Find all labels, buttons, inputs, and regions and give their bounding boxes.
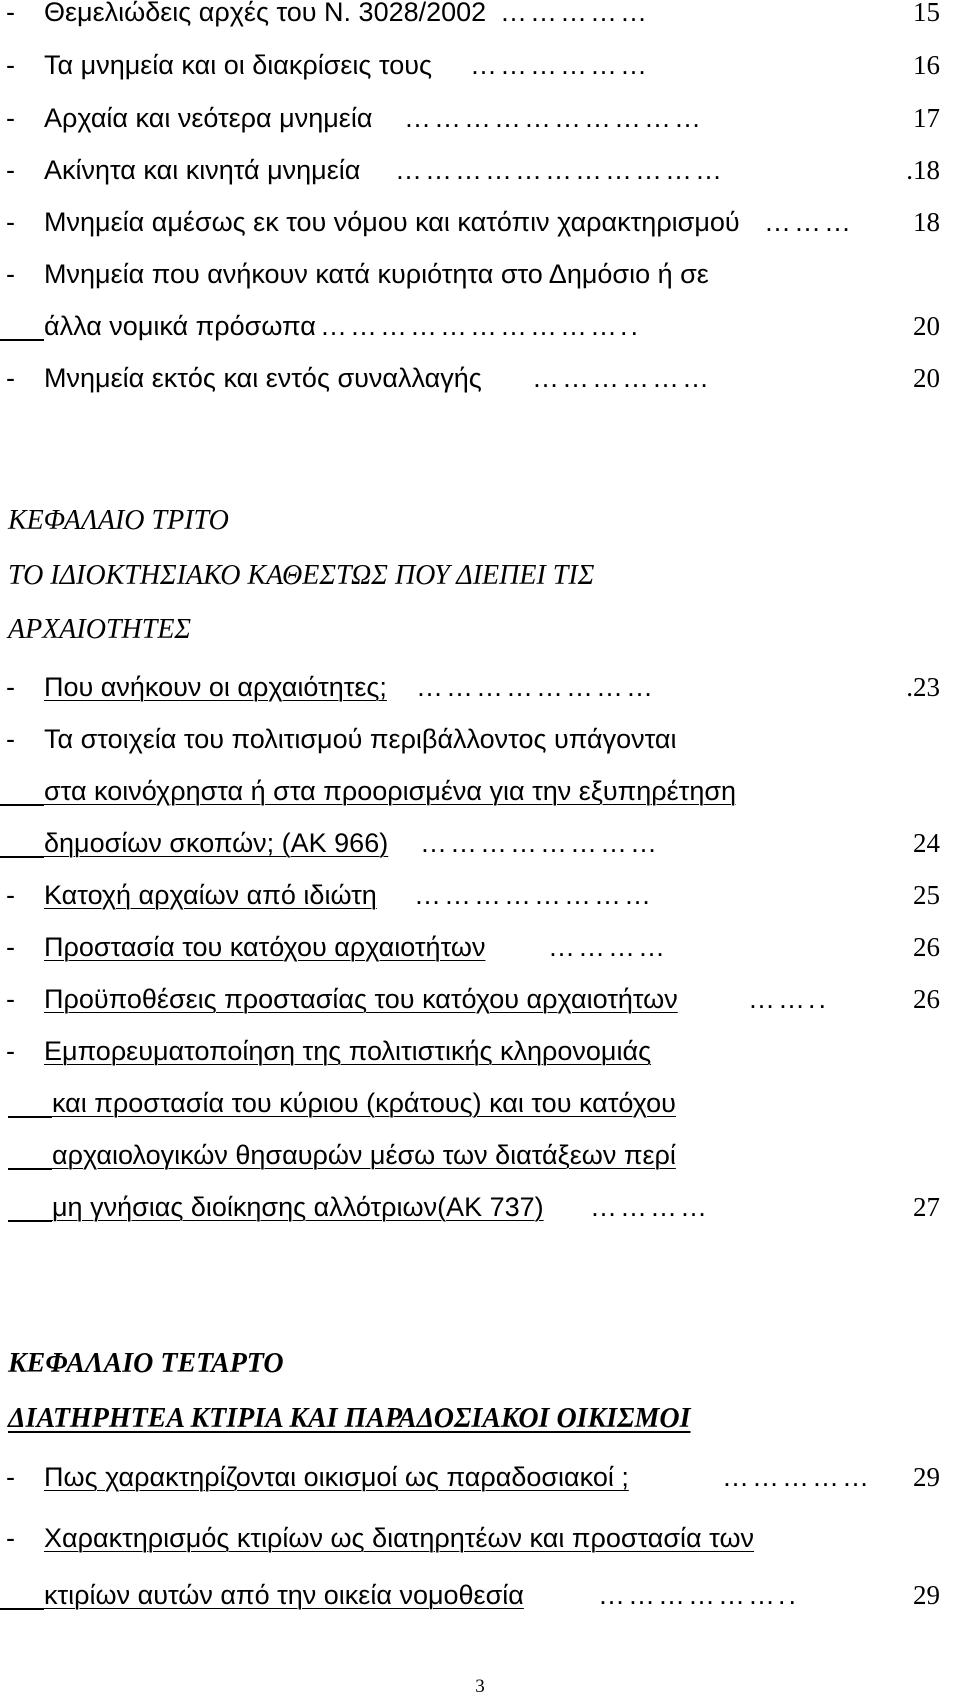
toc-leader: ……………… [532,363,712,393]
toc-entry: - Τα στοιχεία του πολιτισμού περιβάλλοντος υπάγονται [0,717,952,761]
indent-underline [0,804,44,806]
toc-entry: - Τα μνημεία και οι διακρίσεις τους ……………… 16 [0,43,952,87]
toc-entry-text: και προστασία του κύριου (κράτους) και του κατόχου [52,1088,676,1118]
toc-entry: - Προϋποθέσεις προστασίας του κατόχου αρχαιοτήτων …….. 26 [0,977,952,1021]
toc-page-number: 15 [913,0,940,27]
toc-entry: - Μνημεία αμέσως εκ του νόμου και κατόπιν χαρακτηρισμού ……… 18 [0,200,952,244]
toc-entry-continuation [0,821,952,865]
toc-entry: - Κατοχή αρχαίων από ιδιώτη …………………… 25 [0,873,952,917]
toc-entry: - Ακίνητα και κινητά μνημεία …………………………… .18 [0,148,952,192]
toc-page-number: 27 [913,1192,940,1222]
indent-underline [0,339,44,341]
toc-leader: ………………………….. [320,311,642,341]
toc-entry: - Θεμελιώδεις αρχές του Ν. 3028/2002 …………… 15 [0,0,952,34]
toc-entry: - Εμπορευματοποίηση της πολιτιστικής κληρονομιάς [0,1029,952,1073]
toc-leader: ………… [590,1192,710,1222]
toc-page-number: .18 [906,155,940,185]
toc-entry: - Που ανήκουν οι αρχαιότητες; …………………… .23 [0,665,952,709]
toc-page-number: .23 [906,672,940,702]
toc-leader: ……………… [470,50,650,80]
toc-entry-text: Χαρακτηρισμός κτιρίων ως διατηρητέων και προστασία των [44,1523,755,1553]
indent-underline [8,1168,52,1170]
toc-entry-text: Προϋποθέσεις προστασίας του κατόχου αρχαιοτήτων [44,984,678,1014]
chapter-subtitle: ΔΙΑΤΗΡΗΤΕΑ ΚΤΙΡΙΑ ΚΑΙ ΠΑΡΑΔΟΣΙΑΚΟΙ ΟΙΚΙΣΜΟΙ [8,1403,691,1434]
indent-underline [0,1608,44,1610]
indent-underline [8,1116,52,1118]
indent-underline [0,856,44,858]
toc-entry-text: Αρχαία και νεότερα μνημεία [44,103,373,133]
toc-entry-continuation [0,769,952,813]
toc-page-number: 17 [913,103,940,133]
toc-entry-text: Προστασία του κατόχου αρχαιοτήτων [44,932,486,962]
toc-leader: …….. [748,984,830,1014]
toc-leader: …………………………… [395,155,725,185]
toc-page-number: 25 [913,880,940,910]
toc-entry-text: στα κοινόχρηστα ή στα προορισμένα για την εξυπηρέτηση [44,776,737,806]
toc-entry-continuation [0,304,952,348]
toc-entry-continuation [0,1081,952,1125]
toc-page-number: 16 [913,50,940,80]
toc-page-number: 29 [913,1580,940,1610]
toc-entry-text: κτιρίων αυτών από την οικεία νομοθεσία [44,1580,524,1610]
toc-entry-text: Μνημεία εκτός και εντός συναλλαγής [44,363,482,393]
toc-leader: ………………………… [404,103,704,133]
toc-page-number: 29 [913,1462,940,1492]
chapter-title: ΚΕΦΑΛΑΙΟ ΤΡΙΤΟ [8,505,229,536]
toc-entry: - Προστασία του κατόχου αρχαιοτήτων ………… 26 [0,925,952,969]
toc-leader: …………………… [416,672,656,702]
toc-entry: - Μνημεία εκτός και εντός συναλλαγής ……………… 20 [0,356,952,400]
toc-entry-continuation [0,1185,952,1229]
toc-entry-text: αρχαιολογικών θησαυρών μέσω των διατάξεων περί [52,1140,676,1170]
indent-underline [8,1220,52,1222]
toc-entry-continuation [0,1133,952,1177]
toc-entry-text: Μνημεία αμέσως εκ του νόμου και κατόπιν χαρακτηρισμού [44,207,740,237]
toc-entry-text: Μνημεία που ανήκουν κατά κυριότητα στο Δημόσιο ή σε [44,259,709,289]
toc-entry-text: μη γνήσιας διοίκησης αλλότριων(ΑΚ 737) [52,1192,544,1222]
toc-leader: ……… [764,207,854,237]
toc-entry-text: άλλα νομικά πρόσωπα [44,311,316,341]
toc-entry: - Αρχαία και νεότερα μνημεία ………………………… 17 [0,96,952,140]
toc-entry-text: δημοσίων σκοπών; (ΑΚ 966) [44,828,389,858]
chapter-subtitle: ΑΡΧΑΙΟΤΗΤΕΣ [8,614,192,645]
toc-entry-text: Τα μνημεία και οι διακρίσεις τους [44,50,432,80]
toc-entry-text: Θεμελιώδεις αρχές του Ν. 3028/2002 [44,0,487,27]
toc-page-number: 20 [913,311,940,341]
toc-entry: - Πως χαρακτηρίζονται οικισμοί ως παραδοσιακοί ; …………… 29 [0,1455,952,1499]
toc-entry-text: Που ανήκουν οι αρχαιότητες; [44,672,387,702]
chapter-subtitle: ΤΟ ΙΔΙΟΚΤΗΣΙΑΚΟ ΚΑΘΕΣΤΩΣ ΠΟΥ ΔΙΕΠΕΙ ΤΙΣ [8,560,595,591]
toc-leader: …………………… [414,880,654,910]
toc-page-number: 26 [913,932,940,962]
toc-entry-continuation [0,1573,952,1617]
toc-leader: …………… [500,0,650,27]
toc-entry-text: Κατοχή αρχαίων από ιδιώτη [44,880,377,910]
toc-entry-text: Τα στοιχεία του πολιτισμού περιβάλλοντος υπάγονται [44,724,677,754]
toc-page-number: 18 [913,207,940,237]
toc-page-number: 20 [913,363,940,393]
toc-page-number: 26 [913,984,940,1014]
chapter-title: ΚΕΦΑΛΑΙΟ ΤΕΤΑΡΤΟ [8,1348,284,1379]
toc-entry: - Χαρακτηρισμός κτιρίων ως διατηρητέων και προστασία των [0,1516,952,1560]
toc-leader: ……………….. [598,1580,800,1610]
toc-entry-text: Εμπορευματοποίηση της πολιτιστικής κληρονομιάς [44,1036,652,1066]
toc-leader: …………………… [420,828,660,858]
toc-entry: - Μνημεία που ανήκουν κατά κυριότητα στο Δημόσιο ή σε [0,252,952,296]
toc-entry-text: Πως χαρακτηρίζονται οικισμοί ως παραδοσιακοί ; [44,1462,629,1492]
toc-page-number: 24 [913,828,940,858]
toc-leader: …………… [722,1462,872,1492]
toc-leader: ………… [548,932,668,962]
page-number: 3 [475,1676,485,1697]
toc-entry-text: Ακίνητα και κινητά μνημεία [44,155,361,185]
